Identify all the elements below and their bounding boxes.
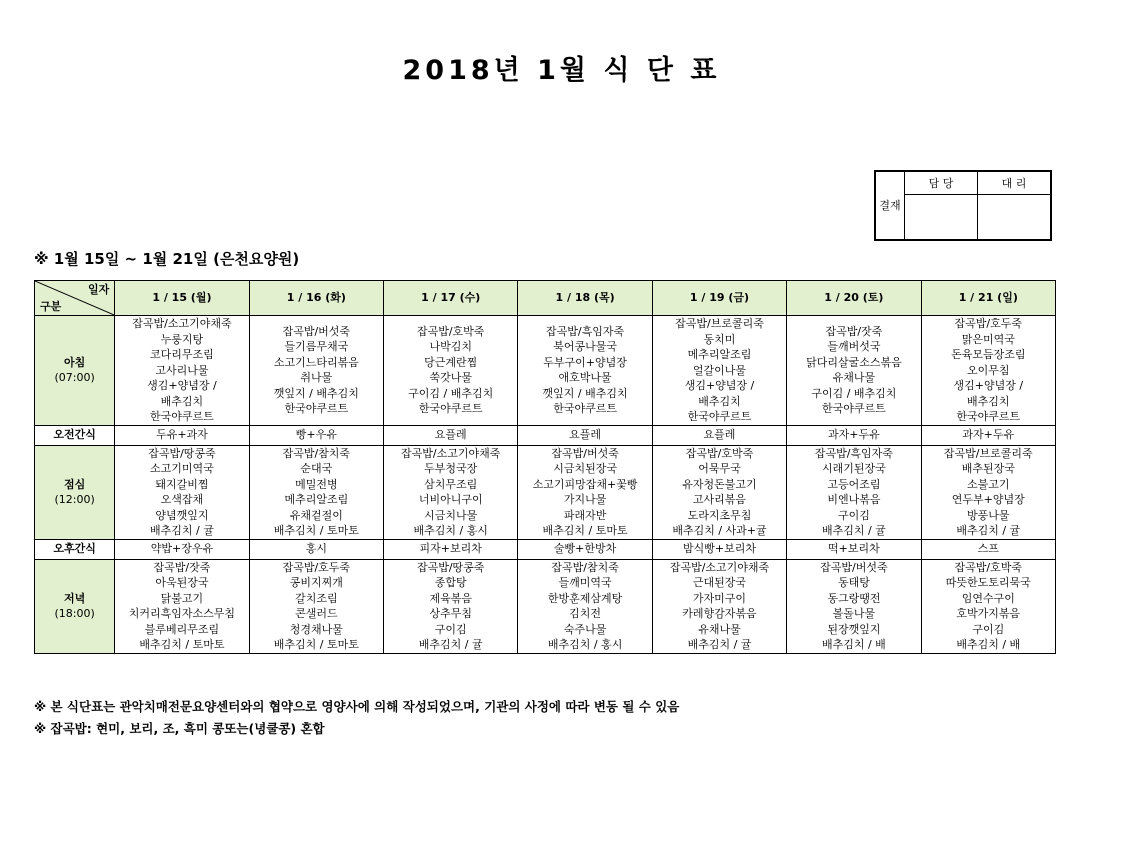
menu-item: 들깨미역국	[558, 576, 612, 589]
day-header-0: 1 / 15 (월)	[115, 281, 249, 316]
menu-item: 소고기미역국	[150, 462, 214, 475]
menu-item: 잡곡밥/잣죽	[153, 560, 211, 574]
menu-item: 잡곡밥/호박죽	[685, 446, 754, 460]
menu-item: 배추된장국	[961, 462, 1015, 475]
menu-item: 배추김치	[160, 394, 204, 408]
row-label-0: 아침 (07:00)	[35, 316, 115, 426]
menu-item: 아욱된장국	[155, 576, 209, 589]
menu-item: 유자청돈불고기	[682, 477, 757, 491]
meal-cell	[115, 559, 249, 653]
approval-stamp-box	[874, 170, 1052, 241]
menu-item: 구이김	[837, 508, 870, 522]
menu-item: 나박김치	[429, 340, 472, 354]
menu-item: 잡곡밥/잣죽	[825, 324, 883, 338]
menu-item: 잡곡밥/땅콩죽	[416, 560, 485, 574]
menu-item: 잡곡밥/흑임자죽	[814, 446, 893, 460]
menu-item: 당근계란찜	[424, 355, 478, 369]
menu-item: 애호박나물	[558, 371, 612, 385]
menu-item: 생김+양념장 /	[147, 379, 217, 392]
page-title: 2018년 1월 식 단 표	[402, 55, 721, 86]
corner-header-bottom: 구분	[40, 299, 62, 313]
footnote-1: ※ 잡곡밥: 현미, 보리, 조, 흑미 콩또는(녕쿨콩) 혼합	[34, 721, 325, 736]
table-row	[35, 445, 1056, 539]
meal-cell	[921, 559, 1055, 653]
approval-sign-cell-1[interactable]	[978, 195, 1051, 240]
meal-cell	[921, 445, 1055, 539]
menu-item: 근대된장국	[692, 576, 747, 589]
meal-cell	[518, 559, 652, 653]
menu-item: 잡곡밥/버섯죽	[551, 446, 619, 460]
menu-item: 상추무침	[429, 607, 472, 620]
menu-item: 닭불고기	[160, 591, 204, 605]
period-heading: ※ 1월 15일 ~ 1월 21일 (은천요양원)	[34, 250, 300, 268]
menu-item: 잡곡밥/땅콩죽	[148, 446, 216, 460]
menu-item: 한국야쿠르트	[418, 402, 483, 416]
menu-item: 오이무침	[967, 363, 1010, 377]
menu-item: 배추김치 / 귤	[821, 524, 886, 537]
day-header-2: 1 / 17 (수)	[384, 281, 518, 316]
snack-cell: 술빵+한방차	[518, 539, 652, 559]
menu-item: 순대국	[300, 462, 333, 475]
menu-item: 고등어조림	[827, 477, 881, 491]
menu-item: 양념깻잎지	[155, 508, 209, 522]
meal-cell	[384, 445, 518, 539]
menu-item: 치커리흑임자소스무침	[128, 607, 236, 620]
row-label-3: 오후간식	[35, 539, 115, 559]
menu-item: 배추김치	[967, 394, 1010, 408]
snack-cell: 스프	[921, 539, 1055, 559]
menu-item: 잡곡밥/버섯죽	[282, 324, 351, 338]
menu-item: 북어콩나물국	[553, 340, 617, 354]
menu-item: 호박가지볶음	[956, 607, 1021, 620]
menu-item: 잡곡밥/흑임자죽	[546, 324, 625, 338]
menu-item: 얼갈이나물	[692, 363, 747, 377]
menu-item: 배추김치 / 배	[821, 638, 886, 651]
menu-item: 잡곡밥/호두죽	[282, 560, 351, 574]
menu-item: 메추리알조림	[687, 348, 752, 361]
menu-item: 잡곡밥/참치죽	[282, 446, 351, 460]
snack-cell: 떡+보리차	[787, 539, 921, 559]
table-row	[35, 316, 1056, 426]
menu-item: 배추김치 / 토마토	[273, 524, 359, 537]
menu-item: 동태탕	[837, 576, 870, 589]
menu-item: 동치미	[703, 332, 736, 346]
menu-item: 소고기피망잡채+꽃빵	[532, 477, 638, 491]
meal-cell	[787, 445, 921, 539]
menu-item: 오색잡채	[160, 493, 204, 506]
menu-item: 구이김	[972, 622, 1005, 636]
menu-item: 청경채나물	[289, 622, 343, 636]
menu-item: 깻잎지 / 배추김치	[273, 386, 359, 400]
menu-item: 어묵무국	[698, 462, 741, 475]
menu-item: 배추김치 / 배	[956, 638, 1021, 651]
meal-cell	[518, 316, 652, 426]
row-label-1: 오전간식	[35, 425, 115, 445]
row-label-4: 저녁 (18:00)	[35, 559, 115, 653]
menu-item: 유채겉절이	[289, 508, 343, 522]
menu-item: 배추김치 / 귤	[687, 638, 752, 651]
menu-item: 배추김치 / 토마토	[542, 524, 628, 537]
menu-item: 된장깻잎지	[827, 622, 881, 636]
snack-cell: 밤식빵+보리차	[652, 539, 786, 559]
menu-item: 고사리볶음	[692, 493, 747, 506]
snack-cell: 과자+두유	[787, 425, 921, 445]
menu-item: 잡곡밥/소고기야채죽	[132, 317, 232, 330]
table-row	[35, 539, 1056, 559]
table-row	[35, 559, 1056, 653]
menu-item: 가지나물	[563, 493, 607, 506]
menu-item: 잡곡밥/호박죽	[416, 324, 485, 338]
menu-item: 숙주나물	[563, 622, 607, 636]
menu-item: 너비아니구이	[418, 493, 483, 506]
meal-cell	[249, 445, 383, 539]
menu-item: 시래기된장국	[822, 462, 886, 475]
menu-item: 파래자반	[563, 508, 607, 522]
menu-item: 돈육모듬장조림	[951, 348, 1026, 361]
meal-cell	[787, 559, 921, 653]
snack-cell: 약밥+장우유	[115, 539, 249, 559]
menu-item: 배추김치 / 귤	[418, 638, 483, 651]
menu-item: 도라지초무침	[687, 508, 752, 522]
snack-cell: 요플레	[518, 425, 652, 445]
meal-cell	[384, 316, 518, 426]
menu-item: 배추김치 / 귤	[956, 524, 1021, 537]
menu-item: 잡곡밥/호두죽	[954, 317, 1023, 330]
menu-table	[34, 280, 1056, 654]
menu-item: 임연수구이	[961, 591, 1015, 605]
menu-item: 두부청국장	[424, 462, 478, 475]
footnote-0: ※ 본 식단표는 관악치매전문요양센터와의 협약으로 영양사에 의해 작성되었으며, 기관의 사정에 따라 변동 될 수 있음	[34, 699, 680, 714]
menu-item: 생김+양념장 /	[684, 379, 755, 392]
menu-item: 비엔나볶음	[827, 493, 881, 506]
menu-item: 배추김치 / 귤	[150, 524, 214, 537]
day-header-3: 1 / 18 (목)	[518, 281, 652, 316]
menu-item: 한국야쿠르트	[956, 410, 1021, 423]
menu-item: 배추김치 / 토마토	[139, 638, 225, 651]
snack-cell: 요플레	[652, 425, 786, 445]
footnotes	[34, 696, 679, 740]
menu-item: 한국야쿠르트	[284, 402, 349, 416]
meal-cell	[249, 316, 383, 426]
meal-cell	[787, 316, 921, 426]
meal-cell	[652, 559, 786, 653]
menu-item: 배추김치 / 홍시	[413, 524, 488, 537]
corner-header	[35, 281, 115, 316]
menu-item: 배추김치	[698, 394, 741, 408]
menu-item: 배추김치 / 토마토	[273, 638, 359, 651]
table-row	[35, 425, 1056, 445]
meal-cell	[384, 559, 518, 653]
menu-document	[0, 48, 1123, 842]
meal-cell	[115, 316, 249, 426]
menu-item: 시금치된장국	[553, 462, 617, 475]
menu-item: 갈치조림	[295, 591, 338, 605]
menu-item: 배추김치 / 홍시	[547, 638, 623, 651]
menu-item: 삼치무조림	[424, 477, 478, 491]
menu-item: 배추김치 / 사과+귤	[672, 524, 767, 537]
approval-header-0: 담 당	[905, 172, 978, 195]
menu-item: 제육볶음	[429, 591, 472, 605]
approval-sign-cell-0[interactable]	[905, 195, 978, 240]
menu-item: 잡곡밥/소고기야채죽	[669, 560, 770, 574]
snack-cell: 과자+두유	[921, 425, 1055, 445]
menu-item: 잡곡밥/소고기야채죽	[401, 446, 501, 460]
menu-item: 맑은미역국	[961, 332, 1015, 346]
menu-item: 따뜻한도토리묵국	[945, 576, 1031, 589]
table-header-row	[35, 281, 1056, 316]
menu-item: 한국야쿠르트	[553, 402, 617, 416]
menu-item: 종합탕	[434, 576, 467, 589]
menu-item: 쑥갓나물	[429, 371, 472, 385]
meal-cell	[249, 559, 383, 653]
menu-item: 들깨버섯국	[827, 340, 881, 354]
menu-item: 잡곡밥/참치죽	[551, 560, 619, 574]
menu-item: 누룽지탕	[160, 332, 204, 346]
meal-cell	[115, 445, 249, 539]
menu-item: 연두부+양념장	[951, 493, 1025, 506]
row-label-2: 점심 (12:00)	[35, 445, 115, 539]
menu-item: 생김+양념장 /	[953, 379, 1024, 392]
snack-cell: 피자+보리차	[384, 539, 518, 559]
menu-item: 메추리알조림	[284, 493, 349, 506]
menu-item: 닭다리살굴소스볶음	[806, 355, 902, 369]
menu-item: 유채나물	[832, 371, 876, 385]
menu-item: 소불고기	[967, 477, 1010, 491]
menu-item: 한국야쿠르트	[150, 410, 214, 423]
menu-item: 콩비지찌개	[289, 576, 343, 589]
menu-item: 한방훈제삼계탕	[547, 591, 623, 605]
menu-item: 코다리무조림	[150, 348, 214, 361]
menu-item: 카레향감자볶음	[682, 607, 757, 620]
approval-label: 결재	[876, 172, 905, 240]
menu-item: 잡곡밥/브로콜리죽	[943, 446, 1033, 460]
menu-item: 잡곡밥/호박죽	[954, 560, 1023, 574]
menu-item: 돼지갈비찜	[155, 477, 209, 491]
menu-item: 구이김 / 배추김치	[811, 386, 897, 400]
menu-item: 구이김 / 배추김치	[408, 386, 494, 400]
snack-cell: 홍시	[249, 539, 383, 559]
menu-item: 잡곡밥/버섯죽	[820, 560, 888, 574]
menu-item: 들기름무채국	[284, 340, 349, 354]
menu-item: 메밀전병	[295, 477, 338, 491]
day-header-5: 1 / 20 (토)	[787, 281, 921, 316]
menu-item: 소고기느타리볶음	[273, 355, 359, 369]
snack-cell: 두유+과자	[115, 425, 249, 445]
day-header-6: 1 / 21 (일)	[921, 281, 1055, 316]
menu-item: 콘샐러드	[295, 607, 338, 620]
approval-header-1: 대 리	[978, 172, 1051, 195]
menu-item: 취나물	[300, 371, 333, 385]
meal-cell	[652, 316, 786, 426]
snack-cell: 요플레	[384, 425, 518, 445]
menu-item: 구이김	[434, 622, 467, 636]
menu-item: 가자미구이	[692, 591, 747, 605]
menu-item: 한국야쿠르트	[687, 410, 752, 423]
menu-item: 김치전	[569, 607, 602, 620]
corner-header-top: 일자	[87, 283, 110, 296]
menu-item: 볼돌나물	[832, 607, 876, 620]
menu-item: 잡곡밥/브로콜리죽	[675, 317, 764, 330]
day-header-4: 1 / 19 (금)	[652, 281, 786, 316]
menu-item: 두부구이+양념장	[543, 355, 627, 369]
menu-item: 한국야쿠르트	[822, 402, 886, 416]
menu-item: 시금치나물	[424, 508, 478, 522]
day-header-1: 1 / 16 (화)	[249, 281, 383, 316]
meal-cell	[921, 316, 1055, 426]
snack-cell: 빵+우유	[249, 425, 383, 445]
meal-cell	[518, 445, 652, 539]
menu-item: 깻잎지 / 배추김치	[542, 386, 628, 400]
meal-cell	[652, 445, 786, 539]
menu-item: 블루베리무조림	[144, 622, 220, 636]
menu-item: 동그랑땡전	[827, 591, 881, 605]
menu-item: 유채나물	[698, 622, 741, 636]
menu-item: 고사리나물	[155, 363, 209, 377]
menu-item: 방풍나물	[967, 508, 1010, 522]
